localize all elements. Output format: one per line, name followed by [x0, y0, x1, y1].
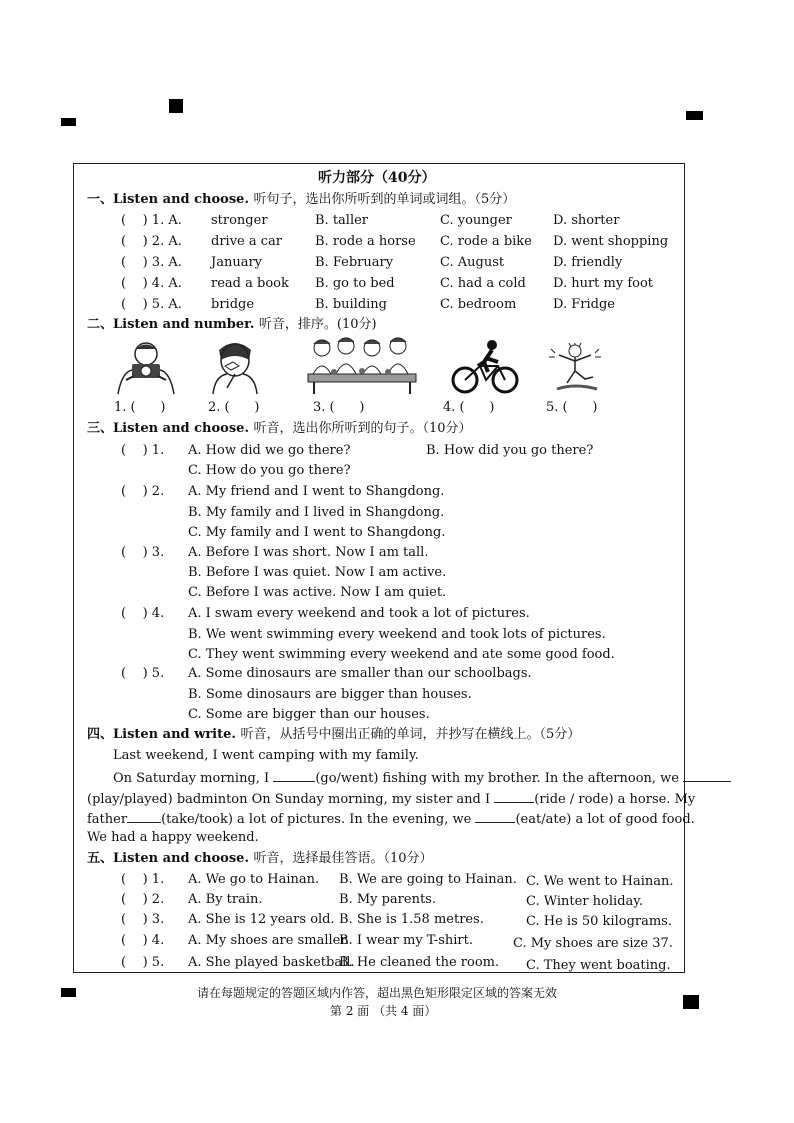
s3-option: C. My family and I went to Shangdong. [188, 525, 446, 540]
section-4-title: 四、Listen and write. [87, 727, 236, 742]
s1-q-num: ( ) 3. A. [121, 255, 182, 270]
s1-option-d: D. shorter [553, 213, 620, 228]
registration-mark [683, 995, 699, 1009]
s2-answer-label: 1. ( ) [114, 400, 166, 415]
picture-sneezing [205, 338, 267, 396]
s5-option-b: B. We are going to Hainan. [339, 872, 517, 887]
s3-q-num: ( ) 5. [121, 666, 165, 681]
s5-option-a: A. She is 12 years old. [188, 912, 335, 927]
s1-option-a: bridge [211, 297, 255, 312]
picture-riding-bike [450, 340, 520, 394]
s4-text: (take/took) a lot of pictures. In the evening, we [161, 812, 472, 827]
s1-option-d: D. hurt my foot [553, 276, 654, 291]
s3-option: C. Some are bigger than our houses. [188, 707, 430, 722]
s5-option-c: C. We went to Hainan. [526, 874, 674, 889]
s4-line-2 [87, 790, 695, 808]
s3-option: B. My family and I lived in Shangdong. [188, 505, 445, 520]
s4-text: (ride / rode) a horse. My [534, 792, 696, 807]
footer-notice: 请在每题规定的答题区域内作答，超出黑色矩形限定区域的答案无效 [197, 986, 558, 1000]
s1-option-b: B. building [315, 297, 388, 312]
s3-option: C. Before I was active. Now I am quiet. [188, 585, 447, 600]
section-2-instruction: 听音，排序。(10分) [258, 317, 377, 332]
s3-option: A. Before I was short. Now I am tall. [188, 545, 429, 560]
s4-answer-blank[interactable] [273, 769, 315, 782]
page-title: 听力部分（40分） [318, 170, 436, 186]
section-5-instruction: 听音，选择最佳答语。（10分） [253, 851, 433, 866]
s5-option-a: A. She played basketball. [188, 955, 355, 970]
picture-taking-photo [110, 340, 182, 396]
section-2-heading [87, 317, 377, 333]
s3-option: C. They went swimming every weekend and ate some good food. [188, 647, 615, 662]
s4-text: On Saturday morning, I [113, 771, 270, 786]
registration-mark [61, 988, 76, 997]
s4-intro: Last weekend, I went camping with my family. [113, 748, 419, 763]
s5-option-c: C. Winter holiday. [526, 894, 644, 909]
s3-q-num: ( ) 2. [121, 484, 165, 499]
picture-family-dinner [304, 336, 420, 396]
s1-q-num: ( ) 4. A. [121, 276, 182, 291]
s5-q-num: ( ) 1. [121, 872, 165, 887]
s5-option-a: A. My shoes are smaller. [188, 933, 350, 948]
s5-option-b: B. He cleaned the room. [339, 955, 500, 970]
s5-option-c: C. My shoes are size 37. [513, 936, 673, 951]
s3-option: A. I swam every weekend and took a lot of pictures. [188, 606, 530, 621]
s5-q-num: ( ) 4. [121, 933, 165, 948]
s1-option-c: C. bedroom [440, 297, 517, 312]
s1-option-b: B. February [315, 255, 394, 270]
s4-line-3 [87, 810, 695, 828]
s1-option-a: stronger [211, 213, 268, 228]
s1-option-a: January [211, 255, 263, 270]
registration-mark [169, 99, 183, 113]
s1-option-a: drive a car [211, 234, 282, 249]
section-4-instruction: 听音，从括号中圈出正确的单词，并抄写在横线上。（5分） [240, 727, 581, 742]
s3-q-num: ( ) 1. [121, 443, 165, 458]
s5-option-a: A. We go to Hainan. [188, 872, 320, 887]
s1-q-num: ( ) 5. A. [121, 297, 182, 312]
s3-option: A. Some dinosaurs are smaller than our schoolbags. [188, 666, 532, 681]
section-3-title: 三、Listen and choose. [87, 421, 249, 436]
s3-option: A. My friend and I went to Shangdong. [188, 484, 445, 499]
s2-answer-label: 4. ( ) [443, 400, 495, 415]
s1-option-c: C. rode a bike [440, 234, 532, 249]
s3-option: C. How do you go there? [188, 463, 351, 478]
s4-text: (go/went) fishing with my brother. In the afternoon, we [315, 771, 679, 786]
section-5-title: 五、Listen and choose. [87, 851, 249, 866]
s4-answer-blank[interactable] [475, 810, 515, 823]
s5-option-b: B. I wear my T-shirt. [339, 933, 473, 948]
s3-q-num: ( ) 4. [121, 606, 165, 621]
s1-option-b: B. taller [315, 213, 369, 228]
s5-option-c: C. He is 50 kilograms. [526, 914, 672, 929]
s2-answer-label: 3. ( ) [313, 400, 365, 415]
s1-option-d: D. friendly [553, 255, 623, 270]
s4-text: (play/played) badminton On Sunday morning, my sister and I [87, 792, 491, 807]
s1-option-b: B. rode a horse [315, 234, 416, 249]
s5-option-b: B. She is 1.58 metres. [339, 912, 484, 927]
s4-text: father [87, 812, 128, 827]
page-number: 第 2 面 （共 4 面） [330, 1004, 437, 1018]
section-5-heading [87, 851, 433, 867]
s2-answer-label: 5. ( ) [546, 400, 598, 415]
s1-q-num: ( ) 2. A. [121, 234, 182, 249]
s5-option-b: B. My parents. [339, 892, 436, 907]
registration-mark [61, 118, 76, 126]
s1-option-c: C. August [440, 255, 505, 270]
s1-q-num: ( ) 1. A. [121, 213, 182, 228]
s5-q-num: ( ) 2. [121, 892, 165, 907]
picture-hurt-foot [547, 343, 603, 393]
s1-option-b: B. go to bed [315, 276, 395, 291]
s1-option-d: D. Fridge [553, 297, 615, 312]
s1-option-a: read a book [211, 276, 289, 291]
s1-option-c: C. had a cold [440, 276, 526, 291]
s3-option: A. How did we go there? [188, 443, 351, 458]
s4-answer-blank[interactable] [494, 790, 534, 803]
s5-q-num: ( ) 3. [121, 912, 165, 927]
s1-option-c: C. younger [440, 213, 512, 228]
s5-option-a: A. By train. [188, 892, 263, 907]
section-3-instruction: 听音，选出你所听到的句子。（10分） [253, 421, 472, 436]
s3-option: B. Before I was quiet. Now I am active. [188, 565, 447, 580]
s5-option-c: C. They went boating. [526, 958, 671, 973]
s3-q-num: ( ) 3. [121, 545, 165, 560]
s4-answer-blank[interactable] [127, 810, 161, 823]
registration-mark [686, 111, 703, 120]
s5-q-num: ( ) 5. [121, 955, 165, 970]
s4-text: (eat/ate) a lot of good food. [515, 812, 695, 827]
s3-option: B. How did you go there? [426, 443, 594, 458]
section-4-heading [87, 727, 580, 743]
section-3-heading [87, 421, 472, 437]
s4-answer-blank[interactable] [683, 769, 731, 782]
s4-closing: We had a happy weekend. [87, 830, 259, 845]
s3-option: B. Some dinosaurs are bigger than houses. [188, 687, 472, 702]
s2-answer-label: 2. ( ) [208, 400, 260, 415]
s3-option: B. We went swimming every weekend and took lots of pictures. [188, 627, 606, 642]
section-1-instruction: 听句子，选出你所听到的单词或词组。（5分） [253, 192, 516, 207]
s1-option-d: D. went shopping [553, 234, 669, 249]
section-1-title: 一、Listen and choose. [87, 192, 249, 207]
s4-line-1 [113, 769, 731, 787]
section-2-title: 二、Listen and number. [87, 317, 255, 332]
section-1-heading [87, 192, 515, 208]
